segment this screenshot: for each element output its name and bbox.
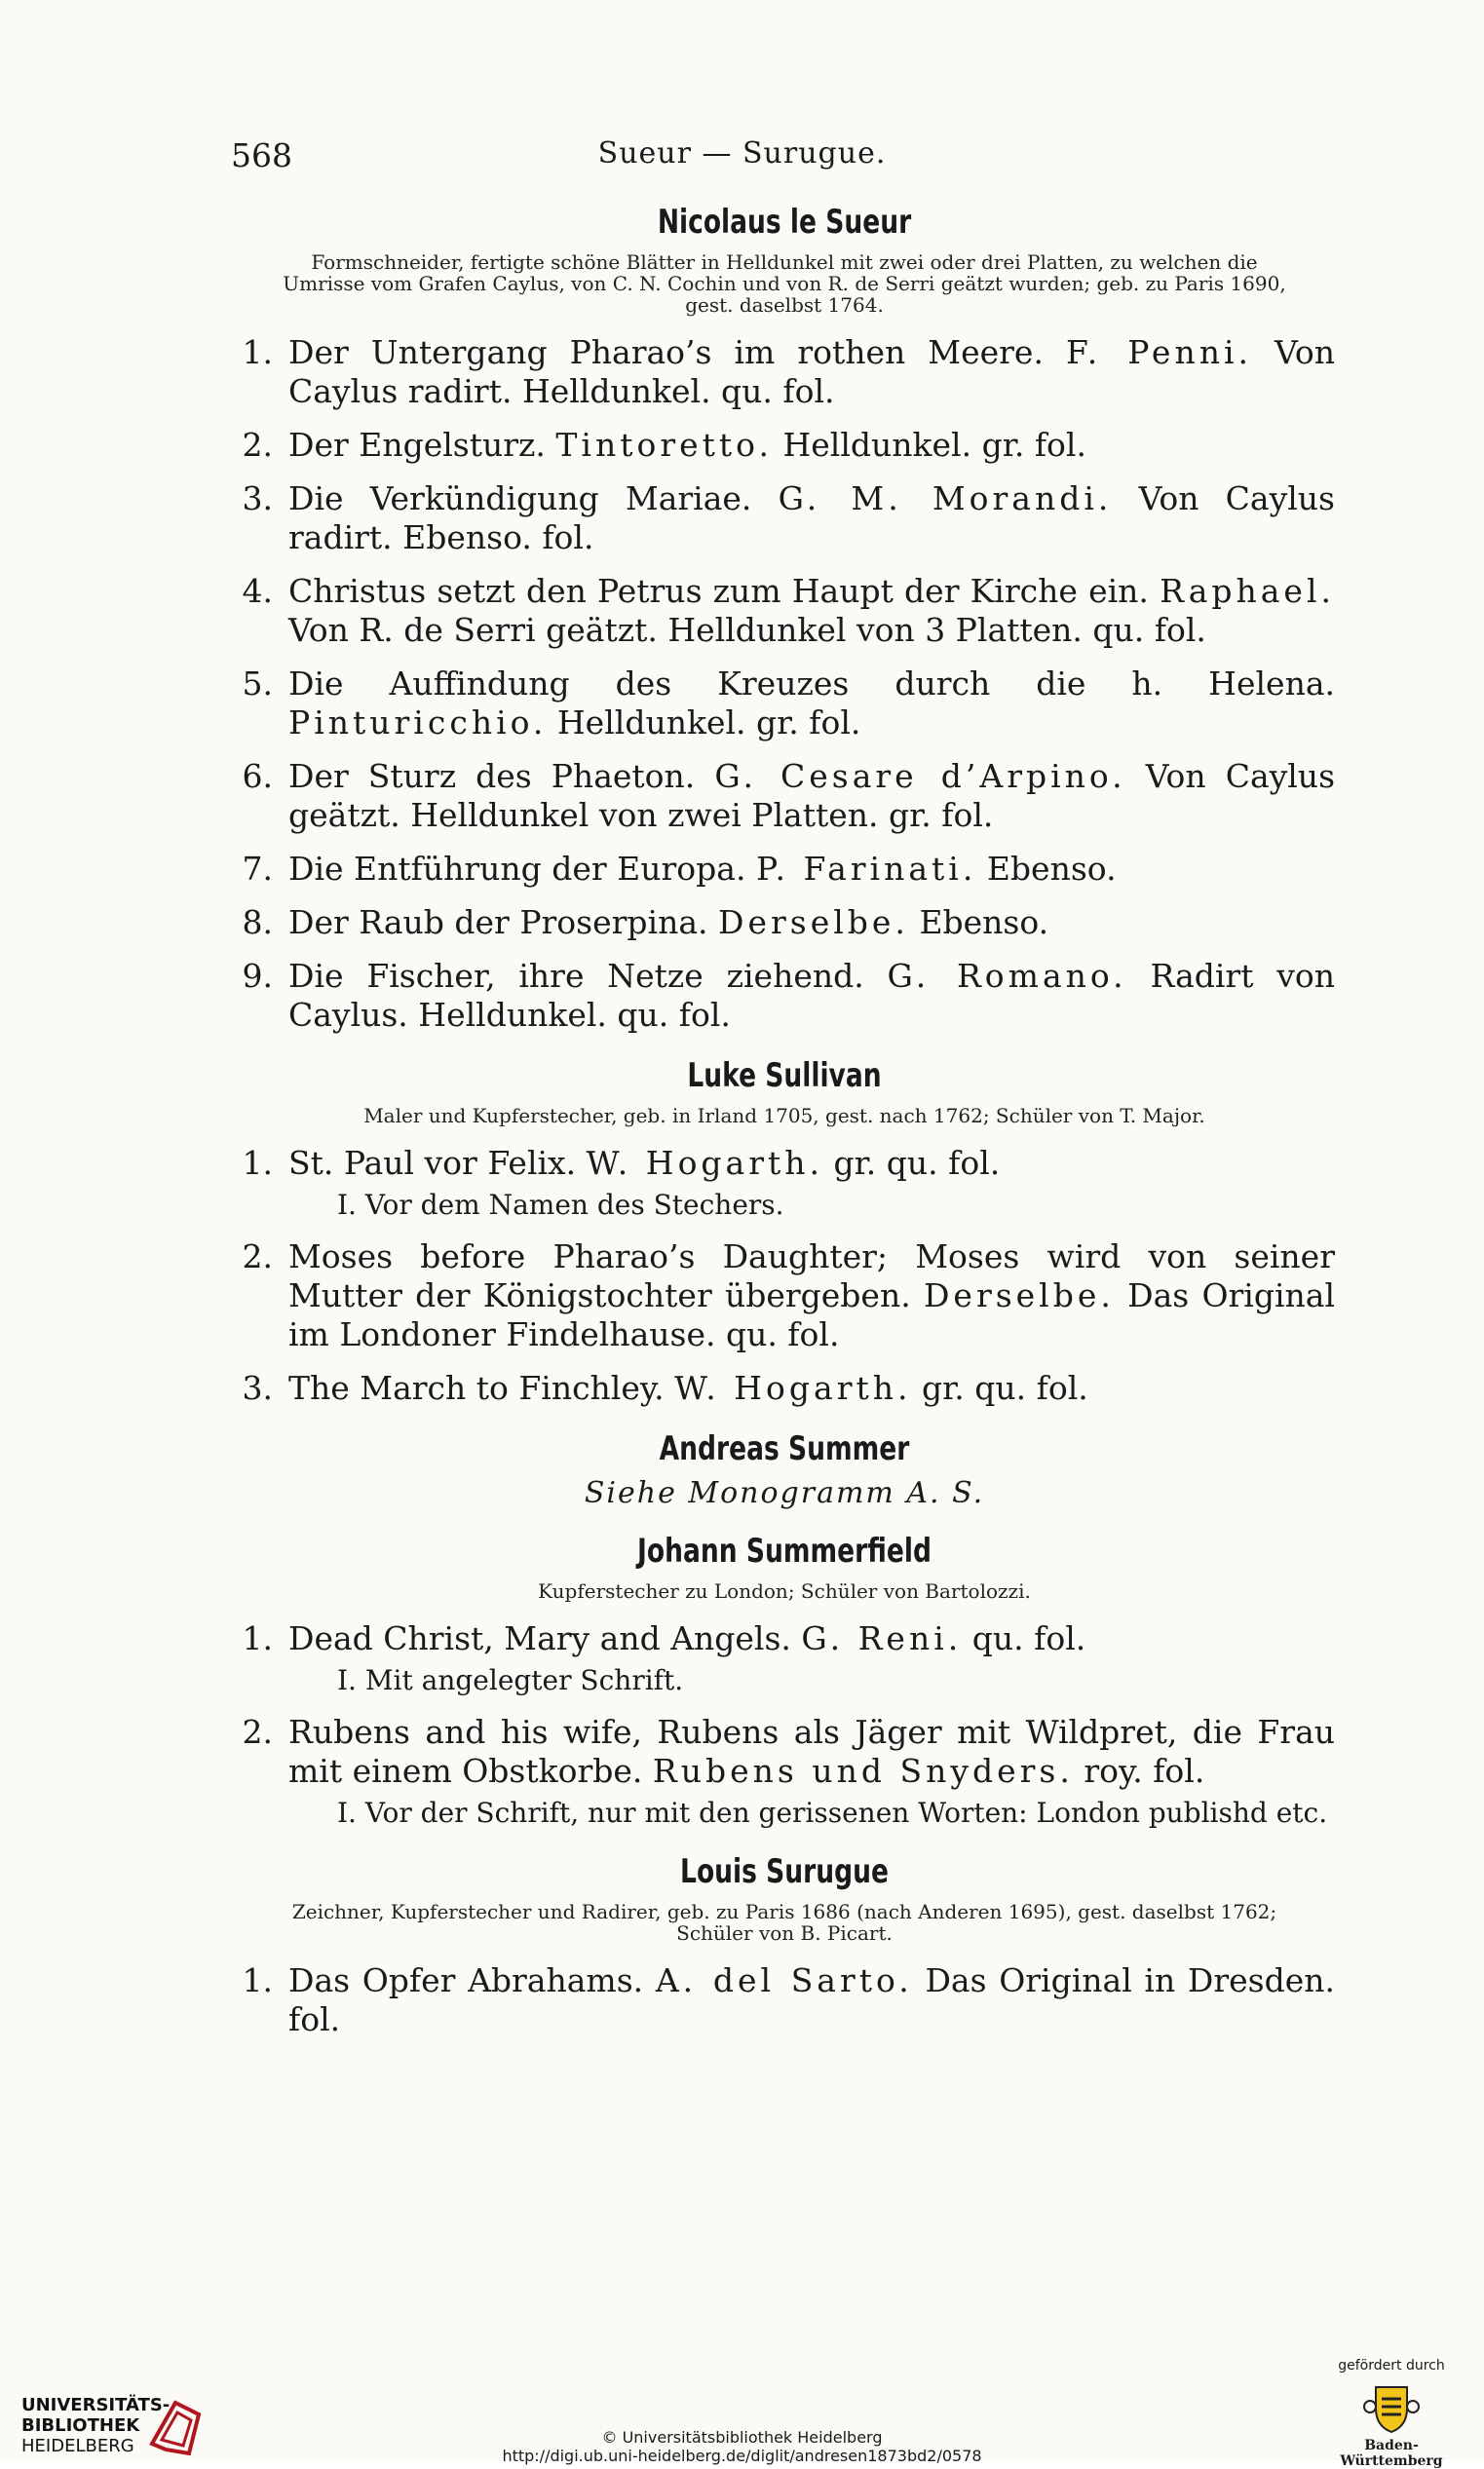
catalogue-entry: 6. Der Sturz des Phaeton. G. Cesare d’Arpino. Von Caylus geätzt. Helldunkel von zwei Platten. gr. fol. [242,757,1335,834]
catalogue-entry: 8. Der Raub der Proserpina. Derselbe. Ebenso. [242,903,1049,941]
catalogue-entry: 4. Christus setzt den Petrus zum Haupt der Kirche ein. Raphael. Von R. de Serri geätzt. Helldunkel von 3 Platten. qu. fol. [242,572,1335,649]
artist-heading: Luke Sullivan [687,1056,882,1095]
artist-section-sullivan [234,1056,1335,1408]
state-coat-of-arms-icon [1362,2379,1421,2434]
catalogue-content [234,203,1335,2054]
catalogue-entry: 1. Das Opfer Abrahams. A. del Sarto. Das Original in Dresden. fol. [242,1961,1335,2038]
library-logo[interactable]: UNIVERSITÄTS- BIBLIOTHEK HEIDELBERG [21,2395,171,2456]
catalogue-entry: 5. Die Auffindung des Kreuzes durch die h. Helena. Pinturicchio. Helldunkel. gr. fol. [242,665,1335,741]
catalogue-entry: 2. Moses before Pharao’s Daughter; Moses wird von seiner Mutter der Königstochter übergeben. Derselbe. Das Original im Londoner Findelhause. qu. fol. [242,1237,1335,1353]
entry-list [234,1619,1335,1831]
entry-list [234,1144,1335,1408]
catalogue-entry: 7. Die Entführung der Europa. P. Farinati. Ebenso. [242,850,1117,888]
copyright-notice: © Universitätsbibliothek Heidelberg http://digi.ub.uni-heidelberg.de/diglit/andresen1873bd2/0578 [0,2428,1484,2465]
running-title: Sueur — Surugue. [597,136,887,171]
catalogue-entry: 9. Die Fischer, ihre Netze ziehend. G. Romano. Radirt von Caylus. Helldunkel. qu. fol. [242,957,1335,1034]
artist-bio: Formschneider, fertigte schöne Blätter in Helldunkel mit zwei oder drei Platten, zu welchen die Umrisse vom Grafen Caylus, von C. N. Cochin und von R. de Serri geätzt wurden; geb. zu Paris 1690, gest. daselbst 1764. [283,250,1286,317]
catalogue-entry: 3. The March to Finchley. W. Hogarth. gr. qu. fol. [242,1369,1088,1407]
artist-bio: Kupferstecher zu London; Schüler von Bartolozzi. [538,1579,1031,1603]
entry-state-note: I. Mit angelegter Schrift. [337,1664,684,1696]
entry-state-note: I. Vor der Schrift, nur mit den gerissenen Worten: London publishd etc. [337,1797,1328,1829]
artist-section-summer [234,1429,1335,1510]
catalogue-entry: 3. Die Verkündigung Mariae. G. M. Morandi. Von Caylus radirt. Ebenso. fol. [242,479,1335,556]
artist-heading: Andreas Summer [659,1429,910,1468]
catalogue-entry: 1. Der Untergang Pharao’s im rothen Meere. F. Penni. Von Caylus radirt. Helldunkel. qu. fol. [242,333,1335,410]
page-number: 568 [231,136,292,174]
artist-heading: Nicolaus le Sueur [657,203,912,242]
page-header [0,136,1484,175]
catalogue-entry: 1. St. Paul vor Felix. W. Hogarth. gr. qu. fol. [242,1144,1001,1182]
entry-list [234,333,1335,1035]
catalogue-entry: 1. Dead Christ, Mary and Angels. G. Reni. qu. fol. [242,1619,1086,1657]
artist-section-summerfield [234,1532,1335,1831]
artist-heading: Louis Surugue [680,1852,889,1891]
entry-state-note: I. Vor dem Namen des Stechers. [337,1189,784,1221]
page-footer [0,2358,1484,2469]
artist-bio: Maler und Kupferstecher, geb. in Irland 1705, gest. nach 1762; Schüler von T. Major. [363,1104,1205,1127]
artist-heading: Johann Summerfield [637,1532,932,1571]
cross-reference: Siehe Monogramm A. S. [584,1476,985,1510]
source-url-link[interactable]: http://digi.ub.uni-heidelberg.de/diglit/andresen1873bd2/0578 [502,2447,982,2465]
sponsor-block: gefördert durch Baden-Württemberg [1338,2358,1445,2469]
artist-bio: Zeichner, Kupferstecher und Radirer, geb. zu Paris 1686 (nach Anderen 1695), gest. daselbst 1762; Schüler von B. Picart. [291,1900,1277,1945]
artist-section-sueur [234,203,1335,1035]
artist-section-surugue [234,1852,1335,2039]
catalogue-entry: 2. Der Engelsturz. Tintoretto. Helldunkel. gr. fol. [242,426,1086,464]
catalogue-entry: 2. Rubens and his wife, Rubens als Jäger mit Wildpret, die Frau mit einem Obstkorbe. Rubens und Snyders. roy. fol. [242,1713,1335,1790]
entry-list [234,1961,1335,2039]
